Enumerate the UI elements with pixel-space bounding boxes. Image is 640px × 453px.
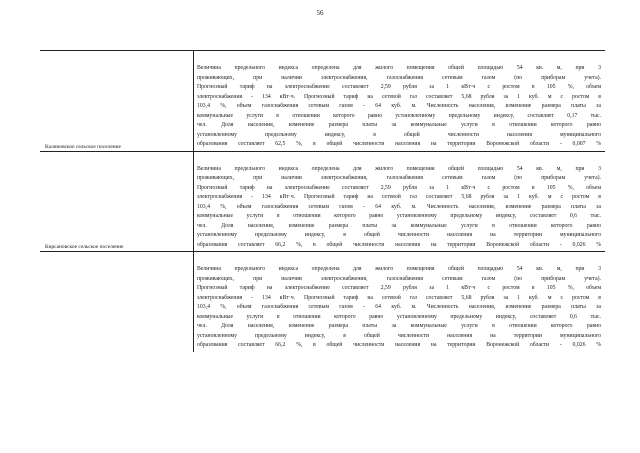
description-line: электроснабжения - 134 кВт·ч. Прогнозный тариф на сетевой газ составляет 5,68 рубля за 1 куб. м с ростом в: [197, 294, 601, 301]
settlement-name: Кирсановское сельское поселение: [45, 244, 124, 250]
description-line: коммунальные услуги в отношении которого равно установленному предельному индексу, составляет 0,6 тыс.: [197, 213, 601, 219]
description-line: Прогнозный тариф на электроснабжение составляет 2,59 рубля за 1 кВт·ч с ростом в 105 %, объем: [197, 285, 601, 291]
settlement-cell: [40, 252, 194, 352]
description-cell: [194, 151, 606, 252]
description-line: Прогнозный тариф на электроснабжение составляет 2,59 рубля за 1 кВт·ч с ростом в 105 %, объем: [197, 184, 601, 191]
table-body: [40, 51, 605, 352]
settlement-cell: [40, 151, 194, 252]
description-line: образования составляет 66,2 %, в общей численности населения на территории Воронежской области - 0,026 %: [197, 342, 601, 348]
description-line: проживающих, при наличии электроснабжения, газоснабжения сетевым газом (по приборам учета).: [197, 275, 601, 282]
settlement-name: Калиновское сельское поселение: [45, 143, 121, 150]
description-line: 103,4 %, объем газоснабжения сетевым газом - 64 куб. м. Численность населения, изменение размера платы за: [197, 103, 601, 109]
description-line: образования составляет 66,2 %, в общей численности населения на территории Воронежской области - 0,026 %: [197, 241, 601, 248]
description-line: проживающих, при наличии электроснабжения, газоснабжения сетевым газом (по приборам учета).: [197, 74, 601, 81]
description-line: установленному предельному индексу, в общей численности населения муниципального: [197, 131, 601, 138]
description-text: [194, 252, 605, 352]
description-line: коммунальные услуги в отношении которого равно установленному предельному индексу, составляет 0,6 тыс.: [197, 313, 601, 320]
settlement-cell: [40, 51, 194, 152]
description-line: образования составляет 62,5 %, в общей численности населения на территории Воронежской области - 0,007 %: [197, 141, 601, 147]
description-line: 103,4 %, объем газоснабжения сетевым газом - 64 куб. м. Численность населения, изменение размера платы за: [197, 203, 601, 210]
table-row: [40, 51, 605, 152]
description-line: электроснабжения - 134 кВт·ч. Прогнозный тариф на сетевой газ составляет 5,68 рубля за 1 куб. м с ростом в: [197, 194, 601, 200]
description-line: чел. Доля населения, изменение размера платы за коммунальные услуги в отношении которого равно: [197, 122, 601, 128]
description-line: чел. Доля населения, изменение размера платы за коммунальные услуги в отношении которого равно: [197, 323, 601, 329]
settlements-table: [40, 50, 605, 352]
description-line: Величина предельного индекса определена для жилого помещения общей площадью 54 кв. м, при 3: [197, 65, 601, 71]
description-line: 103,4 %, объем газоснабжения сетевым газом - 64 куб. м. Численность населения, изменение размера платы за: [197, 304, 601, 310]
table-row: [40, 252, 605, 352]
description-text: [194, 152, 605, 252]
description-cell: [194, 51, 606, 152]
description-line: коммунальные услуги в отношении которого равно установленному предельному индексу, составляет 0,17 тыс.: [197, 112, 601, 119]
description-line: Величина предельного индекса определена для жилого помещения общей площадью 54 кв. м, при 3: [197, 165, 601, 172]
description-line: установленному предельному индексу, в общей численности населения на территории муниципального: [197, 232, 601, 238]
page-number: 56: [316, 9, 324, 17]
description-text: [194, 51, 605, 151]
description-cell: [194, 252, 606, 352]
description-line: Прогнозный тариф на электроснабжение составляет 2,59 рубля за 1 кВт·ч с ростом в 105 %, объем: [197, 84, 601, 90]
description-line: установленному предельному индексу, в общей численности населения на территории муниципального: [197, 332, 601, 339]
description-line: чел. Доля населения, изменение размера платы за коммунальные услуги в отношении которого равно: [197, 222, 601, 229]
description-line: Величина предельного индекса определена для жилого помещения общей площадью 54 кв. м, при 3: [197, 266, 601, 272]
table-row: [40, 151, 605, 252]
description-line: электроснабжения - 134 кВт·ч. Прогнозный тариф на сетевой газ составляет 5,68 рубля за 1 куб. м с ростом в: [197, 93, 601, 100]
description-line: проживающих, при наличии электроснабжения, газоснабжения сетевым газом (по приборам учета).: [197, 175, 601, 181]
